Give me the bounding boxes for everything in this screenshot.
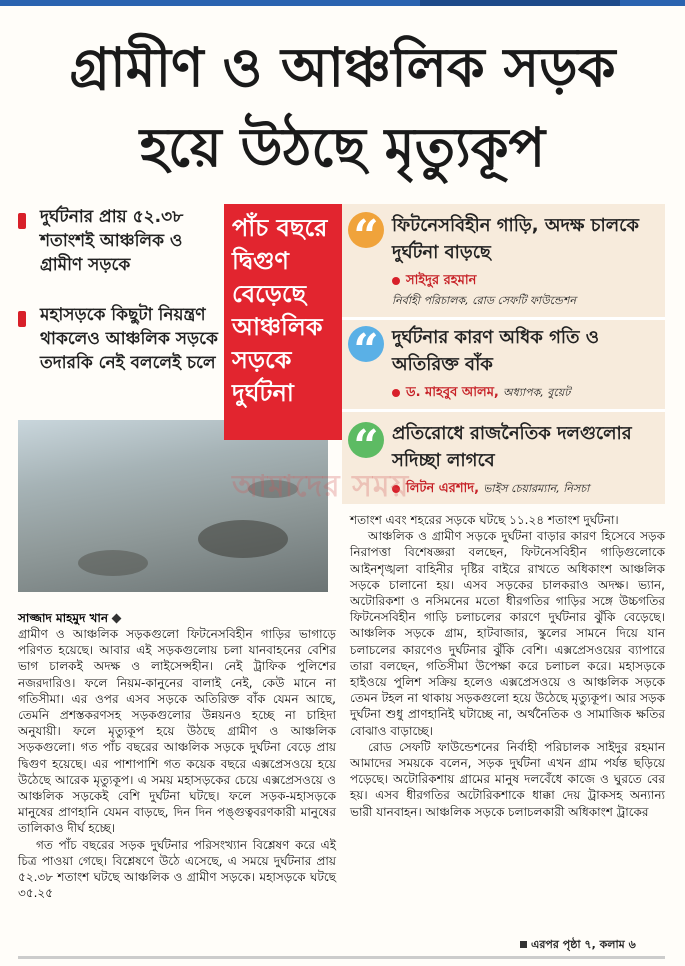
- body-paragraph: গ্রামীণ ও আঞ্চলিক সড়কগুলো ফিটনেসবিহীন গাড়ির ভাগাড়ে পরিণত হয়েছে। আবার এই সড়কগুলোয় চলা যানবাহনের বেশির ভাগ চালকই অদক্ষ ও লাইসেন্সহীন। নেই ট্রাফিক পুলিশের নজরদারিও। ফলে নিয়ম-কানুনের বালাই নেই, কেউ মানে না গতিসীমা। এর ওপর এসব সড়কে অতিরিক্ত বাঁক যেমন আছে, তেমনি প্রশস্তকরণসহ সড়কগুলোর উন্নয়নও হচ্ছে না চাহিদা অনুযায়ী। ফলে মৃত্যুকূপ হয়ে উঠছে গ্রামীণ ও আঞ্চলিক সড়কগুলো। গত পাঁচ বছরের আঞ্চলিক সড়কে দুর্ঘটনা বেড়ে প্রায় দ্বিগুণ হয়েছে। এর পাশাপাশি গত কয়েক বছরে এক্সপ্রেসওয়ে হয়ে উঠেছে আরেক মৃত্যুকূপ। এ সময় মহাসড়কের চেয়ে এক্সপ্রেসওয়ে ও আঞ্চলিক সড়কেই বেশি দুর্ঘটনা ঘটছে। ফলে সড়ক-মহাসড়কে মানুষের প্রাণহানি যেমন বাড়ছে, দিন দিন পঙ্গুত্ববরণকারী মানুষের তালিকাও দীর্ঘ হচ্ছে।: [18, 627, 336, 836]
- body-paragraph: গত পাঁচ বছরের সড়ক দুর্ঘটনার পরিসংখ্যান বিশ্লেষণ করে এই চিত্র পাওয়া গেছে। বিশ্লেষণে উঠে এসেছে, এ সময়ে দুর্ঘটনার প্রায় ৫২.৩৮ শতাংশ ঘটছে আঞ্চলিক ও গ্রামীণ সড়কে। মহাসড়কে ঘটছে ৩৫.২৫: [18, 837, 336, 901]
- left-bullet-2: [18, 303, 223, 375]
- headline-line-1: গ্রামীণ ও আঞ্চলিক সড়ক: [69, 36, 616, 99]
- quote-block-1: [342, 204, 665, 316]
- bullet-marker: [18, 213, 26, 229]
- quote-2-role: অধ্যাপক, বুয়েট: [503, 386, 571, 399]
- quote-3-name: [392, 480, 662, 498]
- pothole-shape: [198, 520, 288, 558]
- quote-glyph: “: [353, 211, 379, 262]
- name-dot: [392, 277, 400, 285]
- quote-block-2: [342, 320, 665, 408]
- name-dot: [392, 389, 400, 397]
- quote-2-author: ড. মাহবুব আলম,: [406, 385, 499, 400]
- continuation-marker: [520, 941, 527, 948]
- left-bullet-1: [18, 205, 223, 277]
- quotes-panel: [342, 204, 665, 504]
- top-bar-shade: [420, 0, 620, 6]
- bullet-marker: [18, 311, 26, 327]
- quote-glyph: “: [353, 325, 379, 376]
- body-column-left: [18, 626, 336, 901]
- body-paragraph: আঞ্চলিক ও গ্রামীণ সড়কে দুর্ঘটনা বাড়ার কারণ হিসেবে সড়ক নিরাপত্তা বিশেষজ্ঞরা বলছেন, ফিটনেসবিহীন গাড়িগুলোকে আইনশৃঙ্খলা বাহিনীর দৃষ্টির বাইরে রাখতে অধিকাংশ আঞ্চলিক সড়কে চালানো হয়। এসব সড়কের চালকরাও অদক্ষ। ভ্যান, অটোরিকশা ও নসিমনের মতো ধীরগতির গাড়ির সঙ্গে উচ্চগতির ফিটনেসবিহীন গাড়ি চলাচলের কারণে দুর্ঘটনার ঝুঁকি বেড়েছে। আঞ্চলিক সড়কে গ্রাম, হাটবাজার, স্কুলের সামনে দিয়ে যান চলাচলের কারণেও দুর্ঘটনার ঝুঁকি বেশি। এক্সপ্রেসওয়ের ব্যাপারে তারা বলছেন, গতিসীমা উপেক্ষা করে চলাচল করে। মহাসড়কে হাইওয়ে পুলিশ সক্রিয় হলেও এক্সপ্রেসওয়ে ও আঞ্চলিক সড়কে তেমন টহল না থাকায় সড়কগুলো হয়ে উঠেছে মৃত্যুকূপ। আর সড়ক দুর্ঘটনা শুধু প্রাণহানিই ঘটাচ্ছে না, অর্থনৈতিক ও সামাজিক ক্ষতির বোঝাও বাড়াচ্ছে।: [350, 529, 665, 738]
- quote-1-name: [392, 272, 662, 290]
- quote-1-role: নির্বাহী পরিচালক, রোড সেফটি ফাউন্ডেশন: [392, 294, 576, 307]
- highlight-box: পাঁচ বছরে দ্বিগুণ বেড়েছে আঞ্চলিক সড়কে দুর্ঘটনা: [224, 204, 342, 440]
- quote-2-name: [392, 384, 662, 402]
- quote-2-text: দুর্ঘটনার কারণ অধিক গতি ও অতিরিক্ত বাঁক: [392, 327, 600, 375]
- quote-mark-icon: [348, 211, 384, 262]
- byline-marker: [112, 614, 122, 624]
- quote-3-text: প্রতিরোধে রাজনৈতিক দলগুলোর সদিচ্ছা লাগবে: [392, 423, 632, 471]
- continuation-note: [520, 936, 636, 955]
- quote-mark-icon: [348, 325, 384, 376]
- quote-3-role: ভাইস চেয়ারম্যান, নিসচা: [483, 482, 590, 495]
- continuation-text: এরপর পৃষ্ঠা ৭, কলাম ৬: [531, 938, 636, 951]
- headline-line-2: হয়ে উঠছে মৃত্যুকূপ: [139, 116, 546, 179]
- quote-mark-icon: [348, 421, 384, 472]
- body-paragraph: শতাংশ এবং শহরের সড়কে ঘটছে ১১.২৪ শতাংশ দুর্ঘটনা।: [350, 513, 619, 527]
- quote-glyph: “: [353, 421, 379, 472]
- byline-text: সাজ্জাদ মাহমুদ খান: [18, 611, 109, 625]
- quote-3-author: লিটন এরশাদ,: [406, 481, 480, 496]
- quote-1-text: ফিটনেসবিহীন গাড়ি, অদক্ষ চালকে দুর্ঘটনা বাড়ছে: [392, 215, 639, 263]
- left-bullet-2-text: মহাসড়কে কিছুটা নিয়ন্ত্রণ থাকলেও আঞ্চলিক সড়কে তদারকি নেই বললেই চলে: [40, 305, 218, 373]
- body-paragraph: রোড সেফটি ফাউন্ডেশনের নির্বাহী পরিচালক সাইদুর রহমান আমাদের সময়কে বলেন, সড়ক দুর্ঘটনা এখন গ্রাম পর্যন্ত ছড়িয়ে পড়েছে। অটোরিকশায় গ্রামের মানুষ দলবেঁধে কাজে ও ঘুরতে বের হয়। এসব ধীরগতির অটোরিকশাকে ধাক্কা দেয় ট্রাকসহ অন্যান্য ভারী যানবাহন। আঞ্চলিক সড়কে চলাচলকারী অধিকাংশ ট্রাকের: [350, 739, 665, 819]
- pothole-shape: [78, 550, 148, 576]
- bottom-rule: [18, 956, 665, 959]
- body-column-right: [350, 512, 665, 820]
- watermark: আমাদের সময়: [232, 469, 410, 504]
- left-bullet-1-text: দুর্ঘটনার প্রায় ৫২.৩৮ শতাংশই আঞ্চলিক ও গ্রামীণ সড়কে: [40, 207, 184, 275]
- top-color-bar: [0, 0, 685, 6]
- quote-1-author: সাইদুর রহমান: [406, 273, 477, 288]
